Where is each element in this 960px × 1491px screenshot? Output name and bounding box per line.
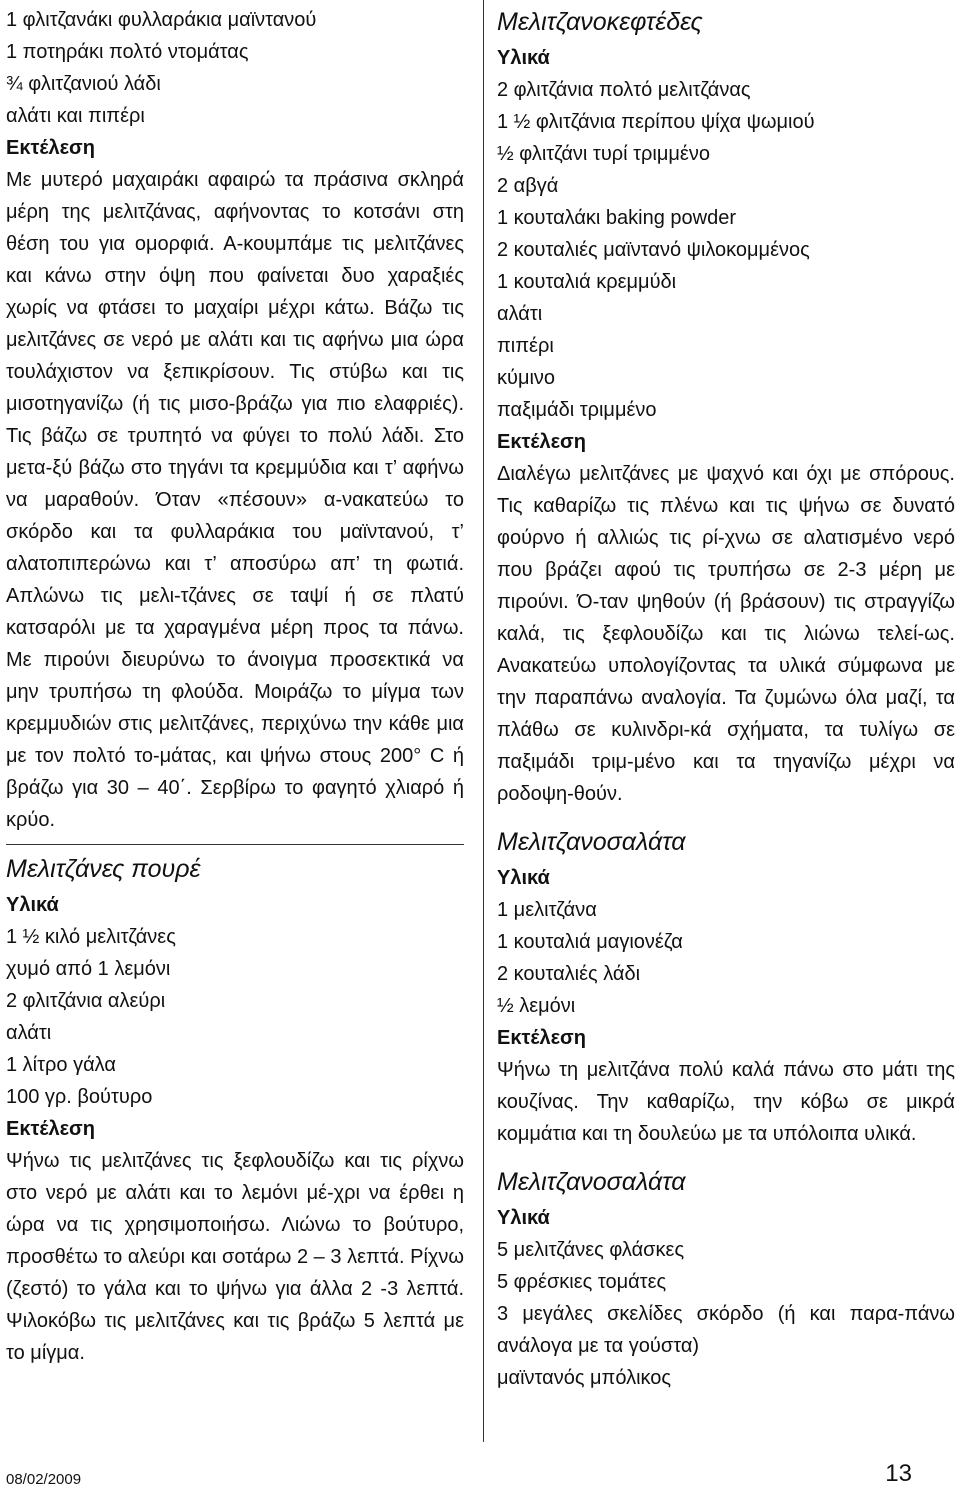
recipe-title: Μελιτζανοσαλάτα — [497, 1168, 686, 1196]
method-paragraph: Ψήνω τις μελιτζάνες τις ξεφλουδίζω και τις ρίχνω στο νερό με αλάτι και το λεμόνι μέ-χρι να έρθει η ώρα να τις χρησιμοποιήσω. Λιώνω το βούτυρο, προσθέτω το αλεύρι και σοτάρω 2 – 3 λεπτά. Ρίχνω (ζεστό) το γάλα και το ψήνω για άλλα 2 -3 λεπτά. Ψιλοκόβω τις μελιτζάνες και τις βράζω 5 λεπτά με το μίγμα. — [6, 1150, 464, 1364]
ingredient-line: 1 ½ κιλό μελιτζάνες — [6, 926, 176, 948]
ingredient-line: 1 ½ φλιτζάνια περίπου ψίχα ψωμιού — [497, 111, 815, 133]
ingredients-heading: Υλικά — [497, 1207, 550, 1229]
method-heading: Εκτέλεση — [6, 137, 95, 159]
method-paragraph: Ψήνω τη μελιτζάνα πολύ καλά πάνω στο μάτι της κουζίνας. Την καθαρίζω, την κόβω σε μικρά κομμάτια και τη δουλεύω με τα υπόλοιπα υλικά. — [497, 1059, 955, 1145]
ingredient-line: 1 κουταλιά μαγιονέζα — [497, 931, 683, 953]
ingredient-line: 5 φρέσκιες τομάτες — [497, 1271, 667, 1293]
ingredient-line: παξιμάδι τριμμένο — [497, 399, 657, 421]
ingredient-line: 1 ποτηράκι πολτό ντομάτας — [6, 41, 249, 63]
ingredient-line: πιπέρι — [497, 335, 554, 357]
ingredient-line: ½ φλιτζάνι τυρί τριμμένο — [497, 143, 710, 165]
ingredient-line: 2 φλιτζάνια αλεύρι — [6, 990, 166, 1012]
ingredient-line: 100 γρ. βούτυρο — [6, 1086, 153, 1108]
right-column — [497, 4, 955, 1394]
ingredient-line: 1 κουταλιά κρεμμύδι — [497, 271, 677, 293]
ingredient-line: μαϊντανός μπόλικος — [497, 1367, 672, 1389]
method-heading: Εκτέλεση — [6, 1118, 95, 1140]
ingredient-line: 2 αβγά — [497, 175, 559, 197]
ingredients-heading: Υλικά — [6, 894, 59, 916]
method-heading: Εκτέλεση — [497, 1027, 586, 1049]
page-footer — [6, 1462, 912, 1488]
ingredient-line: κύμινο — [497, 367, 556, 389]
ingredient-line: 1 φλιτζανάκι φυλλαράκια μαϊντανού — [6, 9, 317, 31]
ingredients-heading: Υλικά — [497, 867, 550, 889]
ingredient-line: αλάτι — [6, 1022, 52, 1044]
ingredients-heading: Υλικά — [497, 47, 550, 69]
ingredient-line: 1 λίτρο γάλα — [6, 1054, 116, 1076]
ingredient-line: ¾ φλιτζανιού λάδι — [6, 73, 161, 95]
method-heading: Εκτέλεση — [497, 431, 586, 453]
ingredient-line: 5 μελιτζάνες φλάσκες — [497, 1239, 685, 1261]
method-paragraph: Διαλέγω μελιτζάνες με ψαχνό και όχι με σπόρους. Τις καθαρίζω τις πλένω και τις ψήνω σε δυνατό φούρνο ή αλλιώς τις ρί-χνω σε αλατισμένο νερό που βράζει αφού τις τρυπήσω σε 2-3 μέρη με πιρούνι. Ό-ταν ψηθούν (ή βράσουν) τις στραγγίζω καλά, τις ξεφλουδίζω και τις λιώνω τελεί-ως. Ανακατεύω υπολογίζοντας τα υλικά σύμφωνα με την παραπάνω αναλογία. Τα ζυμώνω όλα μαζί, τα πλάθω σε κυλινδρι-κά σχήματα, τα τυλίγω σε παξιμάδι τριμ-μένο και τα τηγανίζω μέχρι να ροδοψη-θούν. — [497, 463, 955, 805]
method-paragraph: Με μυτερό μαχαιράκι αφαιρώ τα πράσινα σκληρά μέρη της μελιτζάνας, αφήνοντας το κοτσάνι στη θέση του για ομορφιά. Α-κουμπάμε τις μελιτζάνες και κάνω στην όψη που φαίνεται δυο χαραξιές χωρίς να φτάσει το μαχαίρι μέχρι κάτω. Βάζω τις μελιτζάνες σε νερό με αλάτι και τις αφήνω μια ώρα τουλάχιστον να ξεπικρίσουν. Τις στύβω και τις μισοτηγανίζω (ή τις μισο-βράζω για πιο ελαφριές). Τις βάζω σε τρυπητό να φύγει το πολύ λάδι. Στο μετα-ξύ βάζω στο τηγάνι τα κρεμμύδια και τ’ αφήνω να μαραθούν. Όταν «πέσουν» α-νακατεύω το σκόρδο και τα φυλλαράκια του μαϊντανού, τ’ αλατοπιπερώνω και τ’ αποσύρω απ’ τη φωτιά. Απλώνω τις μελι-τζάνες σε ταψί ή σε πλατύ κατσαρόλι με τα χαραγμένα μέρη προς τα πάνω. Με πιρούνι διευρύνω το άνοιγμα προσεκτικά να μην τρυπήσω τη φλούδα. Μοιράζω το μίγμα των κρεμμυδιών στις μελιτζάνες, περιχύνω την κάθε μια με τον πολτό το-μάτας, και ψήνω στους 200° C ή βράζω για 30 – 40΄. Σερβίρω το φαγητό χλιαρό ή κρύο. — [6, 169, 464, 831]
ingredient-line: αλάτι και πιπέρι — [6, 105, 145, 127]
ingredient-line: 2 κουταλιές λάδι — [497, 963, 641, 985]
recipe-title: Μελιτζανοκεφτέδες — [497, 8, 703, 36]
ingredient-line: χυμό από 1 λεμόνι — [6, 958, 171, 980]
ingredient-line: αλάτι — [497, 303, 543, 325]
section-divider — [6, 844, 464, 845]
left-column — [6, 4, 464, 1369]
ingredient-line: 2 φλιτζάνια πολτό μελιτζάνας — [497, 79, 751, 101]
footer-date: 08/02/2009 — [6, 1471, 82, 1488]
recipe-title: Μελιτζανοσαλάτα — [497, 828, 686, 856]
recipe-title: Μελιτζάνες πουρέ — [6, 855, 201, 883]
ingredient-line: 1 κουταλάκι baking powder — [497, 207, 737, 229]
ingredient-line: 2 κουταλιές μαϊντανό ψιλοκομμένος — [497, 239, 810, 261]
ingredient-line: 1 μελιτζάνα — [497, 899, 597, 921]
ingredient-line: 3 μεγάλες σκελίδες σκόρδο (ή και παρα-πάνω ανάλογα με τα γούστα) — [497, 1303, 955, 1357]
page-number: 13 — [885, 1460, 912, 1487]
ingredient-line: ½ λεμόνι — [497, 995, 576, 1017]
